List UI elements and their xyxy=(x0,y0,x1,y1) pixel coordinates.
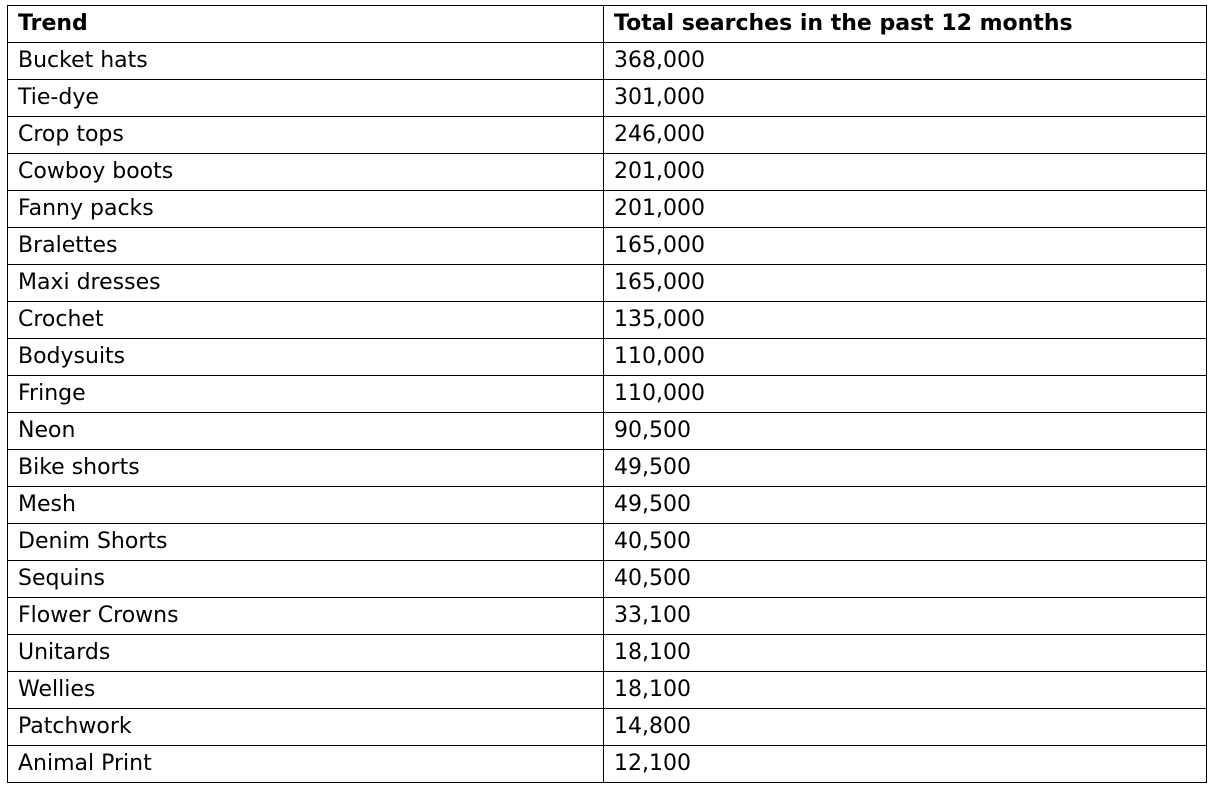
table-row xyxy=(8,80,1207,117)
table-row xyxy=(8,487,1207,524)
searches-cell: 12,100 xyxy=(604,746,1207,783)
header-row xyxy=(8,6,1207,43)
trend-cell: Flower Crowns xyxy=(8,598,604,635)
trend-cell: Animal Print xyxy=(8,746,604,783)
trend-cell: Fringe xyxy=(8,376,604,413)
table-row xyxy=(8,265,1207,302)
searches-cell: 110,000 xyxy=(604,376,1207,413)
table-row xyxy=(8,672,1207,709)
table-row xyxy=(8,302,1207,339)
trend-cell: Patchwork xyxy=(8,709,604,746)
trend-cell: Mesh xyxy=(8,487,604,524)
searches-cell: 90,500 xyxy=(604,413,1207,450)
table-header xyxy=(8,6,1207,43)
table-row xyxy=(8,117,1207,154)
searches-cell: 201,000 xyxy=(604,154,1207,191)
searches-cell: 33,100 xyxy=(604,598,1207,635)
table-row xyxy=(8,43,1207,80)
table-body xyxy=(8,43,1207,783)
table-row xyxy=(8,376,1207,413)
trend-cell: Bralettes xyxy=(8,228,604,265)
trend-cell: Denim Shorts xyxy=(8,524,604,561)
trend-cell: Fanny packs xyxy=(8,191,604,228)
table-row xyxy=(8,450,1207,487)
searches-cell: 49,500 xyxy=(604,487,1207,524)
trend-cell: Bodysuits xyxy=(8,339,604,376)
searches-cell: 18,100 xyxy=(604,672,1207,709)
searches-cell: 246,000 xyxy=(604,117,1207,154)
table-row xyxy=(8,339,1207,376)
searches-cell: 40,500 xyxy=(604,524,1207,561)
searches-cell: 110,000 xyxy=(604,339,1207,376)
searches-cell: 135,000 xyxy=(604,302,1207,339)
trend-cell: Wellies xyxy=(8,672,604,709)
trend-cell: Maxi dresses xyxy=(8,265,604,302)
table-row xyxy=(8,413,1207,450)
table-row xyxy=(8,635,1207,672)
trend-cell: Crochet xyxy=(8,302,604,339)
trend-cell: Unitards xyxy=(8,635,604,672)
trend-search-table xyxy=(7,5,1207,783)
trend-cell: Neon xyxy=(8,413,604,450)
table-row xyxy=(8,561,1207,598)
searches-cell: 165,000 xyxy=(604,228,1207,265)
column-header-searches: Total searches in the past 12 months xyxy=(604,6,1207,43)
table-row xyxy=(8,524,1207,561)
searches-cell: 40,500 xyxy=(604,561,1207,598)
searches-cell: 301,000 xyxy=(604,80,1207,117)
searches-cell: 49,500 xyxy=(604,450,1207,487)
table-row xyxy=(8,191,1207,228)
trend-cell: Bike shorts xyxy=(8,450,604,487)
trend-cell: Crop tops xyxy=(8,117,604,154)
searches-cell: 165,000 xyxy=(604,265,1207,302)
table-row xyxy=(8,228,1207,265)
trend-cell: Tie-dye xyxy=(8,80,604,117)
searches-cell: 201,000 xyxy=(604,191,1207,228)
table-row xyxy=(8,598,1207,635)
trend-cell: Sequins xyxy=(8,561,604,598)
table-row xyxy=(8,746,1207,783)
table-row xyxy=(8,154,1207,191)
trend-cell: Cowboy boots xyxy=(8,154,604,191)
trend-table-container xyxy=(7,5,1207,783)
searches-cell: 14,800 xyxy=(604,709,1207,746)
searches-cell: 18,100 xyxy=(604,635,1207,672)
trend-cell: Bucket hats xyxy=(8,43,604,80)
searches-cell: 368,000 xyxy=(604,43,1207,80)
column-header-trend: Trend xyxy=(8,6,604,43)
table-row xyxy=(8,709,1207,746)
